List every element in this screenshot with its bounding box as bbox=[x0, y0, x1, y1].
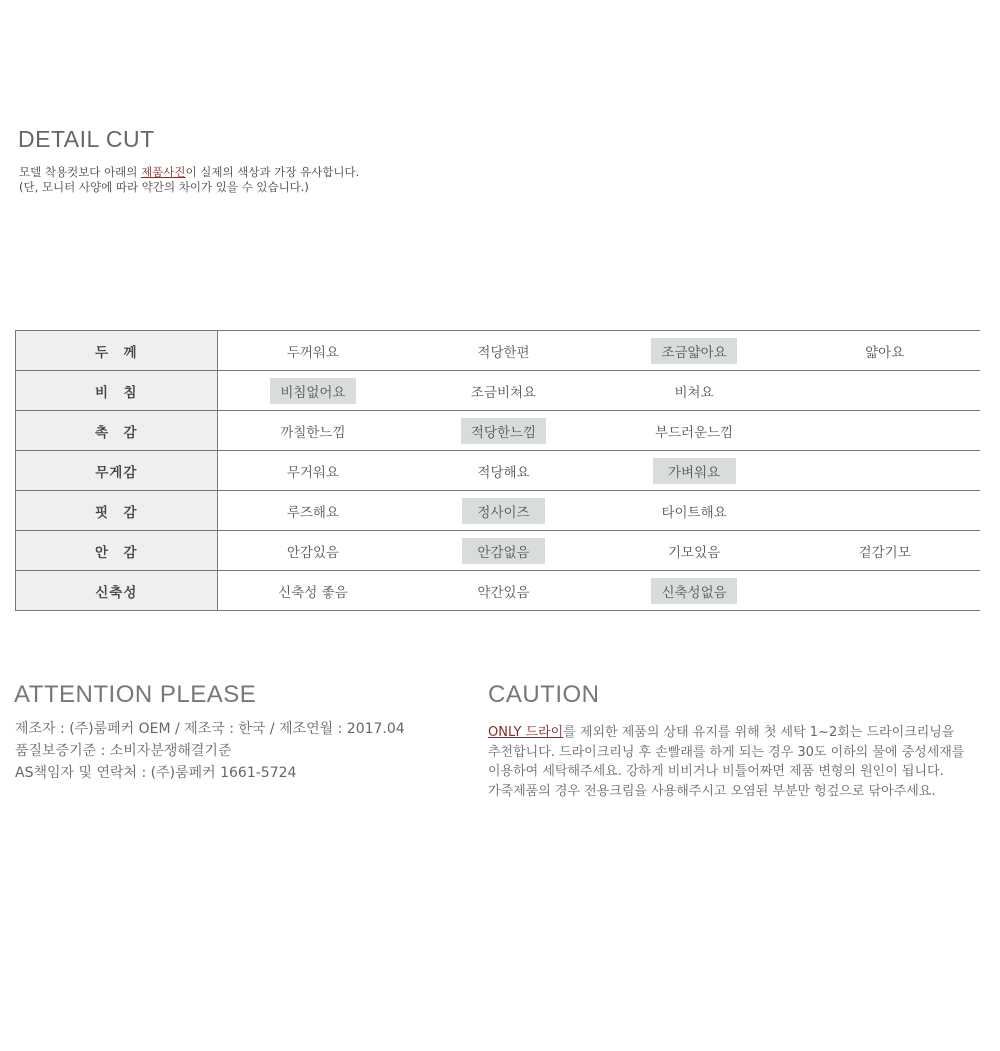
spec-label: 비 침 bbox=[16, 371, 218, 411]
spec-option-cell bbox=[789, 491, 980, 531]
caution-line-text: 를 제외한 제품의 상태 유지를 위해 첫 세탁 1~2회는 드라이크리닝을 bbox=[563, 725, 955, 740]
spec-row bbox=[16, 331, 981, 371]
spec-option-cell bbox=[408, 571, 599, 611]
caution-text bbox=[488, 723, 965, 801]
spec-row bbox=[16, 491, 981, 531]
spec-option-cell bbox=[408, 451, 599, 491]
spec-option-selected: 적당한느낌 bbox=[461, 418, 546, 444]
spec-row bbox=[16, 411, 981, 451]
spec-label: 무게감 bbox=[16, 451, 218, 491]
quality-standard-info: 품질보증기준 : 소비자분쟁해결기준 bbox=[15, 743, 232, 759]
detail-cut-title: DETAIL CUT bbox=[18, 126, 155, 152]
spec-label: 두 께 bbox=[16, 331, 218, 371]
spec-option: 안감있음 bbox=[286, 544, 339, 561]
caution-line: 이용하여 세탁해주세요. 강하게 비비거나 비틀어짜면 제품 변형의 원인이 됩니다. bbox=[488, 764, 944, 779]
spec-option-cell bbox=[217, 491, 408, 531]
spec-option: 약간있음 bbox=[477, 584, 530, 601]
spec-option-selected: 비침없어요 bbox=[270, 378, 355, 404]
spec-option: 신축성 좋음 bbox=[278, 584, 348, 601]
spec-option-cell bbox=[408, 411, 599, 451]
spec-option: 비쳐요 bbox=[674, 384, 714, 401]
spec-option-selected: 안감없음 bbox=[462, 538, 545, 564]
spec-option-cell bbox=[599, 371, 790, 411]
spec-option: 타이트해요 bbox=[661, 504, 727, 521]
spec-option-cell bbox=[217, 331, 408, 371]
spec-label: 안 감 bbox=[16, 531, 218, 571]
spec-option-selected: 조금얇아요 bbox=[651, 338, 736, 364]
spec-option-cell bbox=[408, 331, 599, 371]
detail-note-line1 bbox=[19, 165, 359, 180]
spec-label: 신축성 bbox=[16, 571, 218, 611]
detail-note bbox=[19, 165, 359, 195]
spec-option: 적당한편 bbox=[477, 344, 530, 361]
spec-row bbox=[16, 371, 981, 411]
caution-line: 가죽제품의 경우 전용크림을 사용해주시고 오염된 부분만 헝겊으로 닦아주세요. bbox=[488, 783, 936, 799]
spec-option-cell bbox=[789, 571, 980, 611]
spec-option: 얇아요 bbox=[865, 344, 905, 361]
spec-option-cell bbox=[789, 371, 980, 411]
spec-option-cell bbox=[599, 331, 790, 371]
spec-row bbox=[16, 451, 981, 491]
spec-option: 적당해요 bbox=[477, 464, 530, 481]
product-spec-table bbox=[15, 330, 980, 611]
spec-option-selected: 정사이즈 bbox=[462, 498, 545, 524]
spec-option-cell bbox=[789, 411, 980, 451]
spec-option: 부드러운느낌 bbox=[654, 424, 734, 441]
spec-row bbox=[16, 571, 981, 611]
spec-option-cell bbox=[789, 331, 980, 371]
note-text: 이 실제의 색상과 가장 유사합니다. bbox=[185, 165, 360, 179]
spec-option-cell bbox=[599, 571, 790, 611]
spec-option-cell bbox=[789, 451, 980, 491]
spec-option-cell bbox=[789, 531, 980, 571]
spec-option-cell bbox=[408, 491, 599, 531]
spec-option-cell bbox=[599, 451, 790, 491]
as-contact-info: AS책임자 및 연락처 : (주)룸페커 1661-5724 bbox=[15, 765, 297, 781]
spec-option: 무거워요 bbox=[286, 464, 339, 481]
spec-option: 두꺼워요 bbox=[286, 344, 339, 361]
spec-option-cell bbox=[599, 491, 790, 531]
spec-option-cell bbox=[217, 571, 408, 611]
caution-line: 추천합니다. 드라이크리닝 후 손빨래를 하게 되는 경우 30도 이하의 물에 중성세재를 bbox=[488, 744, 965, 760]
caution-line bbox=[488, 723, 958, 743]
spec-option: 까칠한느낌 bbox=[280, 424, 346, 441]
spec-label: 핏 감 bbox=[16, 491, 218, 531]
attention-title: ATTENTION PLEASE bbox=[14, 681, 257, 708]
spec-label: 촉 감 bbox=[16, 411, 218, 451]
spec-option-cell bbox=[217, 531, 408, 571]
spec-option: 조금비쳐요 bbox=[470, 384, 537, 401]
spec-option: 겉감기모 bbox=[858, 544, 911, 561]
spec-option-cell bbox=[408, 371, 599, 411]
spec-option-selected: 가벼워요 bbox=[653, 458, 736, 484]
note-text: 모델 착용컷보다 아래의 bbox=[19, 165, 142, 179]
spec-row bbox=[16, 531, 981, 571]
spec-option-cell bbox=[217, 411, 408, 451]
product-photo-highlight: 제품사진 bbox=[141, 165, 186, 179]
spec-option-cell bbox=[408, 531, 599, 571]
only-dry-highlight: ONLY 드라이 bbox=[488, 725, 564, 740]
spec-option-cell bbox=[599, 411, 790, 451]
spec-option: 루즈해요 bbox=[286, 504, 339, 521]
spec-option-cell bbox=[217, 371, 408, 411]
spec-option-cell bbox=[599, 531, 790, 571]
spec-option: 기모있음 bbox=[668, 544, 721, 561]
manufacturer-info: 제조자 : (주)룸페커 OEM / 제조국 : 한국 / 제조연월 : 2017.04 bbox=[15, 721, 405, 737]
attention-info bbox=[15, 718, 405, 784]
spec-option-cell bbox=[217, 451, 408, 491]
caution-title: CAUTION bbox=[488, 681, 600, 708]
detail-note-line2: (단, 모니터 사양에 따라 약간의 차이가 있을 수 있습니다.) bbox=[19, 180, 309, 194]
spec-option-selected: 신축성없음 bbox=[651, 578, 736, 604]
